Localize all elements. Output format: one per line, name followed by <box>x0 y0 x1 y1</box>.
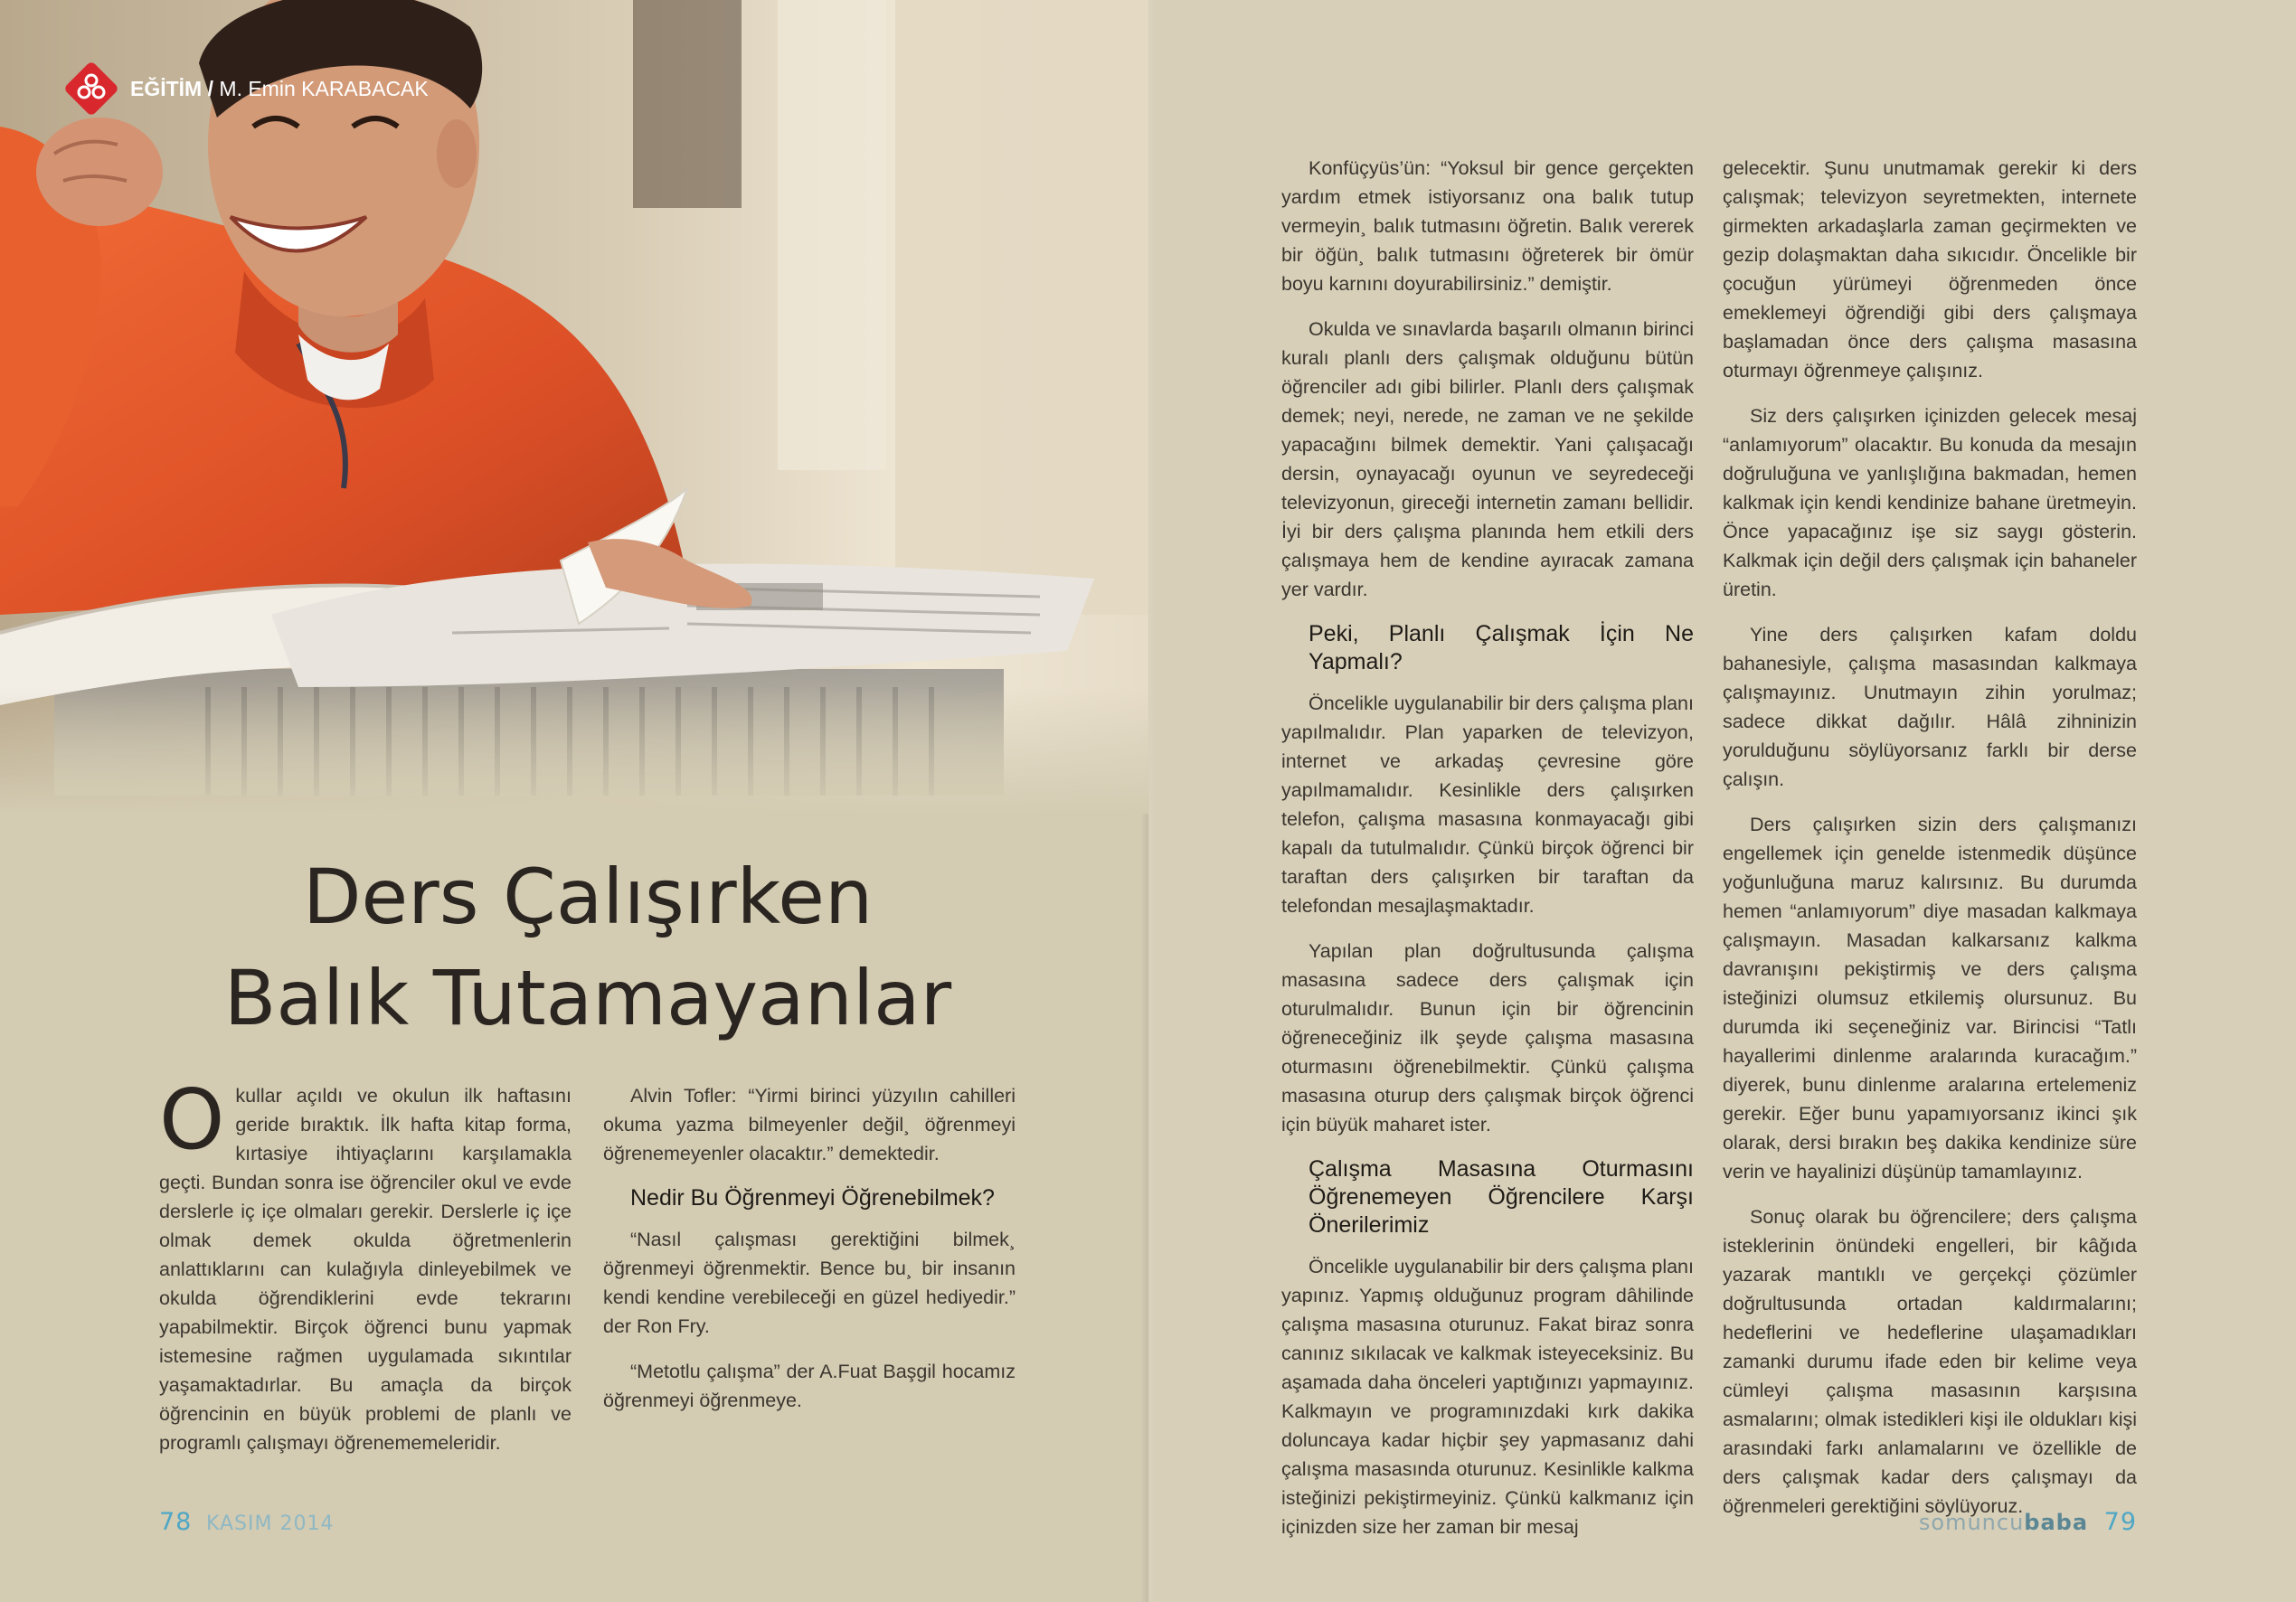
intro-paragraph <box>159 1071 572 1457</box>
red-diamond-logo-icon <box>60 57 123 120</box>
paragraph: “Metotlu çalışma” der A.Fuat Başgil hocamız öğrenmeyi öğrenmeye. <box>603 1361 1016 1411</box>
left-column-1 <box>159 1071 572 1474</box>
drop-cap: O <box>159 1071 225 1168</box>
brand-light: somuncu <box>1918 1510 2025 1535</box>
title-line-2: Balık Tutamayanlar <box>223 954 952 1043</box>
magazine-brand <box>1919 1510 2088 1535</box>
subheading: Nedir Bu Öğrenmeyi Öğrenebilmek? <box>630 1185 995 1211</box>
paragraph: Yine ders çalışırken kafam doldu bahanesiyle, çalışma masasından kalkmaya çalışmayınız. Unutmayın zihin yorulmaz; sadece dikkat dağılır. Hâlâ zihninizin yorulduğunu söylüyorsanız farklı bir derse çalışın. <box>1723 624 2137 790</box>
paragraph: Yapılan plan doğrultusunda çalışma masasına sadece ders çalışmak için oturulmalıdır. Bunun için bir öğrencinin öğreneceğiniz ilk şeyde çalışma masasına oturmasını öğrenebilmektir. Çünkü çalışma masasına oturup ders çalışmak birçok öğrenci için büyük maharet ister. <box>1281 940 1694 1136</box>
page-number-right: 79 <box>2103 1508 2137 1536</box>
right-column-1 <box>1281 154 1694 1558</box>
left-column-2 <box>603 1081 1016 1431</box>
paragraph: gelecektir. Şunu unutmamak gerekir ki ders çalışmak; televizyon seyretmekten, internete girmekten arkadaşlarla zaman geçirmekten ve gezip dolaşmaktan daha sıkıcıdır. Öncelikle bir çocuğun yürümeyi öğrenmeden önce emeklemeyi öğrendiği gibi ders çalışmaya başlamadan önce ders çalışma masasına oturmayı öğrenmeye çalışınız. <box>1723 157 2137 382</box>
paragraph: Sonuç olarak bu öğrencilere; ders çalışma isteklerinin önündeki engelleri, bir kâğıda yazarak mantıklı ve gerçekçi çözümler doğrultusunda ortadan kaldırmalarını; hedeflerini ve hedeflerine ulaşamadıkları zamanki durumu ifade eden bir kelime veya cümleyi çalışma masasının karşısına asmalarını; olmak istedikleri kişi ile oldukları kişi arasındaki farkı anlamalarını ve özellikle de ders çalışmak kadar ders çalışmayı da öğrenmeleri gerektiğini söylüyoruz. <box>1723 1206 2137 1517</box>
title-line-1: Ders Çalışırken <box>302 853 874 942</box>
article-title <box>145 846 1031 1049</box>
issue-date: KASIM 2014 <box>205 1512 335 1535</box>
page-number-left: 78 <box>159 1508 193 1536</box>
right-page-footer <box>1919 1508 2137 1536</box>
paragraph: Ders çalışırken sizin ders çalışmanızı engellemek için genelde istenmedik düşünce yoğunluğuna maruz kalırsınız. Bu durumda hemen “anlamıyorum” diye masadan kalkmaya çalışmayın. Masadan kalkarsanız kalkma davranışını pekiştirmiş ve ders çalışma isteğinizi olumsuz etkilemiş olursunuz. Bu durumda iki seçeneğiniz var. Birincisi “Tatlı hayallerimi dinlenme aralarında kuracağım.” diyerek, bunu dinlenme aralarına ertelemeniz gerekir. Eğer bunu yapamıyorsanız ikinci şık olarak, dersi bırakın beş dakika kendinize süre verin ve hayalinizi düşünüp tamamlayınız. <box>1723 814 2137 1183</box>
paragraph: Öncelikle uygulanabilir bir ders çalışma planı yapınız. Yapmış olduğunuz program dâhilinde çalışma masasına oturunuz. Fakat biraz sonra canınız sıkılacak ve kalkmak isteyeceksiniz. Bu aşamada daha önceleri yaptığınızı yapmayınız. Kalkmayın ve programınızdaki kırk dakika doluncaya kadar hiçbir şey yapmasanız dahi çalışma masasında oturunuz. Kesinlikle kalkma isteğinizi pekiştirmeyiniz. Çünkü kalkmanız için içinizden size her zaman bir mesaj <box>1281 1256 1694 1538</box>
subheading: Çalışma Masasına Oturmasını Öğrenemeyen Öğrencilere Karşı Önerilerimiz <box>1309 1156 1694 1238</box>
photo-illustration <box>0 0 1148 814</box>
paragraph: “Nasıl çalışması gerektiğini bilmek¸ öğrenmeyi öğrenmektir. Bence bu¸ bir insanın kendi kendine verebileceği en güzel hediyedir.” der Ron Fry. <box>603 1229 1016 1337</box>
paragraph: Alvin Tofler: “Yirmi birinci yüzyılın cahilleri okuma yazma bilmeyenler değil¸ öğrenmeyi öğrenemeyenler olacaktır.” demektedir. <box>603 1085 1016 1164</box>
right-column-2 <box>1723 154 2137 1537</box>
intro-text: kullar açıldı ve okulun ilk haftasını geride bıraktık. İlk hafta kitap forma, kırtasiye ihtiyaçlarını karşılamakla geçti. Bundan sonra ise öğrenciler okul ve evde derslerle iç içe olmaları gerekir. Derslerle iç içe olmak demek okulda öğretmenlerin anlattıklarını can kulağıyla dinleyebilmek ve okulda öğrendiklerini evde tekrarını yapabilmektir. Birçok öğrenci bunu yapmak istemesine rağmen uygulamada sıkıntılar yaşamaktadırlar. Bu amaçla da birçok öğrencinin en büyük problemi de planlı ve programlı çalışmayı öğrenememeleridir. <box>159 1085 572 1454</box>
subheading: Peki, Planlı Çalışmak İçin Ne Yapmalı? <box>1309 621 1694 674</box>
section-label <box>130 77 429 101</box>
section-separator: / <box>207 76 214 100</box>
paragraph: Konfüçyüs’ün: “Yoksul bir gence gerçekten yardım etmek istiyorsanız ona balık tutup vermeyin¸ balık tutmasını öğretin. Balık vererek bir öğün¸ balık tutmasını öğreterek bir ömür boyu karnını doyurabilirsiniz.” demiştir. <box>1281 157 1694 295</box>
brand-bold: baba <box>2024 1510 2089 1535</box>
section-name: EĞİTİM <box>130 76 203 100</box>
paragraph: Öncelikle uygulanabilir bir ders çalışma planı yapılmalıdır. Plan yaparken de televizyon, internet ve arkadaş çevresine göre yapılmamalıdır. Kesinlikle ders çalışırken telefon, çalışma masasına konmayacağı gibi kapalı da tutulmalıdır. Çünkü birçok öğrenci bir taraftan ders çalışırken bir taraftan da telefondan mesajlaşmaktadır. <box>1281 693 1694 917</box>
paragraph: Siz ders çalışırken içinizden gelecek mesaj “anlamıyorum” olacaktır. Bu konuda da mesajın doğruluğuna ve yanlışlığına bakmadan, hemen kalkmak için kendi kendinize bahane üretmeyin. Önce yapacağınız işe siz saygı gösterin. Kalkmak için değil ders çalışmak için bahaneler üretin. <box>1723 405 2137 600</box>
author-name: M. Emin KARABACAK <box>219 76 429 100</box>
section-header <box>60 58 429 119</box>
left-page-footer <box>159 1508 334 1536</box>
student-reading-photo <box>0 0 1148 814</box>
paragraph: Okulda ve sınavlarda başarılı olmanın birinci kuralı planlı ders çalışmak olduğunu bütün öğrenciler adı gibi bilirler. Planlı ders çalışmak demek; neyi, nerede, ne zaman ve ne şekilde yapacağını bilmek demektir. Yani çalışacağı dersin, oynayacağı oyunun ve seyredeceği televizyonun, gireceği internetin zamanı bellidir. İyi bir ders çalışma planında hem etkili ders çalışmaya hem de kendine ayıracak zamana yer vardır. <box>1281 318 1694 600</box>
